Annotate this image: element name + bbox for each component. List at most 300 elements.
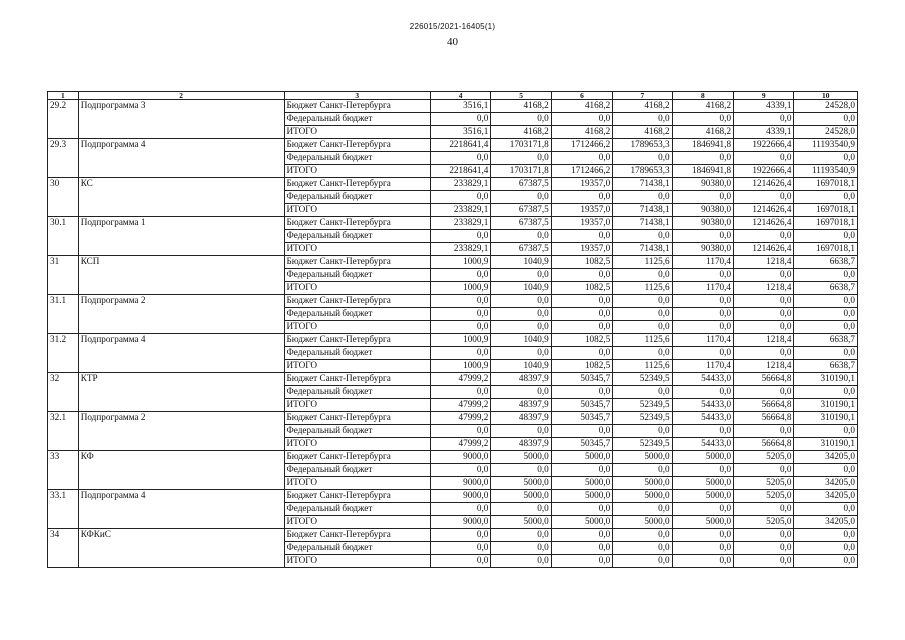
amount-cell: 0,0 [794, 113, 858, 126]
amount-cell: 54433,0 [672, 438, 733, 451]
amount-cell: 0,0 [734, 113, 794, 126]
amount-cell: 0,0 [491, 542, 551, 555]
amount-cell: 1218,4 [734, 334, 794, 347]
amount-cell: 52349,5 [613, 438, 672, 451]
amount-cell: 5000,0 [672, 516, 733, 529]
amount-cell: 0,0 [430, 386, 490, 399]
amount-cell: 0,0 [613, 269, 672, 282]
amount-cell: 1170,4 [672, 256, 733, 269]
amount-cell: 1218,4 [734, 282, 794, 295]
amount-cell: 0,0 [734, 321, 794, 334]
amount-cell: 0,0 [672, 542, 733, 555]
amount-cell: 48397,9 [491, 438, 551, 451]
amount-cell: 47999,2 [430, 412, 490, 425]
amount-cell: 1846941,8 [672, 139, 733, 152]
amount-cell: 6638,7 [794, 360, 858, 373]
funding-source: Федеральный бюджет [284, 308, 430, 321]
amount-cell: 67387,5 [491, 204, 551, 217]
amount-cell: 5205,0 [734, 477, 794, 490]
funding-source: Бюджет Санкт-Петербурга [284, 373, 430, 386]
amount-cell: 5000,0 [613, 490, 672, 503]
amount-cell: 0,0 [672, 529, 733, 542]
amount-cell: 0,0 [734, 308, 794, 321]
funding-source: Федеральный бюджет [284, 347, 430, 360]
amount-cell: 0,0 [672, 113, 733, 126]
funding-source: Бюджет Санкт-Петербурга [284, 334, 430, 347]
amount-cell: 0,0 [430, 113, 490, 126]
amount-cell: 0,0 [551, 321, 612, 334]
amount-cell: 0,0 [794, 269, 858, 282]
program-name: Подпрограмма 4 [78, 490, 284, 529]
amount-cell: 1922666,4 [734, 139, 794, 152]
amount-cell: 1697018,1 [794, 204, 858, 217]
amount-cell: 50345,7 [551, 373, 612, 386]
amount-cell: 5000,0 [551, 451, 612, 464]
amount-cell: 90380,0 [672, 217, 733, 230]
amount-cell: 4168,2 [672, 126, 733, 139]
amount-cell: 0,0 [613, 308, 672, 321]
amount-cell: 1040,9 [491, 256, 551, 269]
amount-cell: 0,0 [491, 308, 551, 321]
table-row [48, 412, 858, 425]
amount-cell: 71438,1 [613, 243, 672, 256]
amount-cell: 0,0 [551, 191, 612, 204]
amount-cell: 1170,4 [672, 334, 733, 347]
amount-cell: 3516,1 [430, 126, 490, 139]
amount-cell: 0,0 [551, 347, 612, 360]
amount-cell: 0,0 [551, 386, 612, 399]
amount-cell: 1040,9 [491, 334, 551, 347]
amount-cell: 67387,5 [491, 243, 551, 256]
amount-cell: 0,0 [734, 230, 794, 243]
amount-cell: 0,0 [430, 542, 490, 555]
amount-cell: 0,0 [491, 555, 551, 568]
funding-source: ИТОГО [284, 555, 430, 568]
amount-cell: 1218,4 [734, 256, 794, 269]
amount-cell: 5000,0 [551, 477, 612, 490]
amount-cell: 0,0 [430, 425, 490, 438]
document-id: 226015/2021-16405(1) [409, 22, 496, 31]
amount-cell: 0,0 [551, 464, 612, 477]
amount-cell: 47999,2 [430, 399, 490, 412]
amount-cell: 0,0 [613, 321, 672, 334]
amount-cell: 56664,8 [734, 412, 794, 425]
row-number: 32 [48, 373, 79, 412]
amount-cell: 0,0 [794, 503, 858, 516]
amount-cell: 0,0 [491, 191, 551, 204]
amount-cell: 0,0 [734, 295, 794, 308]
amount-cell: 2218641,4 [430, 139, 490, 152]
funding-source: ИТОГО [284, 243, 430, 256]
header-cell: 1 [48, 92, 79, 100]
amount-cell: 90380,0 [672, 178, 733, 191]
header-cell: 10 [794, 92, 858, 100]
amount-cell: 310190,1 [794, 412, 858, 425]
amount-cell: 310190,1 [794, 373, 858, 386]
amount-cell: 0,0 [551, 308, 612, 321]
funding-source: Федеральный бюджет [284, 542, 430, 555]
amount-cell: 0,0 [491, 230, 551, 243]
amount-cell: 1040,9 [491, 282, 551, 295]
amount-cell: 1000,9 [430, 334, 490, 347]
amount-cell: 0,0 [672, 555, 733, 568]
amount-cell: 0,0 [794, 529, 858, 542]
amount-cell: 19357,0 [551, 243, 612, 256]
amount-cell: 1000,9 [430, 256, 490, 269]
table-row [48, 295, 858, 308]
amount-cell: 0,0 [430, 347, 490, 360]
row-number: 34 [48, 529, 79, 568]
funding-source: Федеральный бюджет [284, 464, 430, 477]
amount-cell: 0,0 [430, 464, 490, 477]
amount-cell: 0,0 [551, 230, 612, 243]
row-number: 30 [48, 178, 79, 217]
amount-cell: 0,0 [734, 425, 794, 438]
amount-cell: 0,0 [551, 152, 612, 165]
row-number: 29.3 [48, 139, 79, 178]
amount-cell: 56664,8 [734, 373, 794, 386]
amount-cell: 0,0 [613, 425, 672, 438]
funding-source: Бюджет Санкт-Петербурга [284, 139, 430, 152]
amount-cell: 11193540,9 [794, 139, 858, 152]
table-row [48, 100, 858, 113]
amount-cell: 1214626,4 [734, 243, 794, 256]
funding-source: Бюджет Санкт-Петербурга [284, 295, 430, 308]
amount-cell: 50345,7 [551, 438, 612, 451]
funding-source: Федеральный бюджет [284, 503, 430, 516]
funding-source: ИТОГО [284, 399, 430, 412]
amount-cell: 9000,0 [430, 451, 490, 464]
amount-cell: 0,0 [672, 347, 733, 360]
budget-table [47, 91, 858, 568]
amount-cell: 0,0 [672, 152, 733, 165]
funding-source: ИТОГО [284, 516, 430, 529]
amount-cell: 4168,2 [613, 126, 672, 139]
funding-source: ИТОГО [284, 126, 430, 139]
funding-source: Бюджет Санкт-Петербурга [284, 451, 430, 464]
funding-source: ИТОГО [284, 165, 430, 178]
amount-cell: 310190,1 [794, 399, 858, 412]
amount-cell: 0,0 [672, 308, 733, 321]
amount-cell: 0,0 [613, 503, 672, 516]
funding-source: Бюджет Санкт-Петербурга [284, 412, 430, 425]
amount-cell: 0,0 [491, 321, 551, 334]
amount-cell: 1846941,8 [672, 165, 733, 178]
funding-source: Федеральный бюджет [284, 425, 430, 438]
amount-cell: 0,0 [551, 425, 612, 438]
amount-cell: 1214626,4 [734, 217, 794, 230]
amount-cell: 1712466,2 [551, 165, 612, 178]
header-cell: 5 [491, 92, 551, 100]
amount-cell: 5000,0 [551, 516, 612, 529]
amount-cell: 19357,0 [551, 217, 612, 230]
amount-cell: 1214626,4 [734, 204, 794, 217]
funding-source: Бюджет Санкт-Петербурга [284, 256, 430, 269]
amount-cell: 0,0 [430, 152, 490, 165]
row-number: 31.2 [48, 334, 79, 373]
amount-cell: 5205,0 [734, 516, 794, 529]
amount-cell: 0,0 [613, 295, 672, 308]
amount-cell: 6638,7 [794, 282, 858, 295]
amount-cell: 9000,0 [430, 516, 490, 529]
amount-cell: 1125,6 [613, 282, 672, 295]
amount-cell: 0,0 [430, 308, 490, 321]
funding-source: Федеральный бюджет [284, 230, 430, 243]
amount-cell: 0,0 [430, 269, 490, 282]
funding-source: Бюджет Санкт-Петербурга [284, 529, 430, 542]
amount-cell: 0,0 [794, 542, 858, 555]
program-name: Подпрограмма 3 [78, 100, 284, 139]
amount-cell: 0,0 [491, 425, 551, 438]
amount-cell: 0,0 [794, 555, 858, 568]
header-row [48, 92, 858, 100]
amount-cell: 48397,9 [491, 373, 551, 386]
amount-cell: 5000,0 [672, 490, 733, 503]
amount-cell: 0,0 [613, 347, 672, 360]
amount-cell: 5000,0 [672, 451, 733, 464]
amount-cell: 1789653,3 [613, 139, 672, 152]
amount-cell: 5000,0 [613, 516, 672, 529]
amount-cell: 0,0 [551, 269, 612, 282]
amount-cell: 47999,2 [430, 373, 490, 386]
amount-cell: 4168,2 [672, 100, 733, 113]
amount-cell: 1000,9 [430, 282, 490, 295]
amount-cell: 19357,0 [551, 204, 612, 217]
row-number: 30.1 [48, 217, 79, 256]
amount-cell: 0,0 [734, 386, 794, 399]
amount-cell: 0,0 [734, 503, 794, 516]
amount-cell: 1040,9 [491, 360, 551, 373]
amount-cell: 5000,0 [613, 477, 672, 490]
funding-source: Бюджет Санкт-Петербурга [284, 178, 430, 191]
amount-cell: 1125,6 [613, 256, 672, 269]
amount-cell: 50345,7 [551, 412, 612, 425]
amount-cell: 0,0 [551, 503, 612, 516]
amount-cell: 0,0 [672, 269, 733, 282]
amount-cell: 310190,1 [794, 438, 858, 451]
amount-cell: 0,0 [430, 529, 490, 542]
header-cell: 4 [430, 92, 490, 100]
program-name: Подпрограмма 2 [78, 295, 284, 334]
amount-cell: 0,0 [734, 529, 794, 542]
amount-cell: 4168,2 [613, 100, 672, 113]
amount-cell: 0,0 [734, 191, 794, 204]
table-row [48, 490, 858, 503]
funding-source: ИТОГО [284, 477, 430, 490]
amount-cell: 0,0 [491, 386, 551, 399]
amount-cell: 0,0 [491, 347, 551, 360]
amount-cell: 1082,5 [551, 360, 612, 373]
amount-cell: 1214626,4 [734, 178, 794, 191]
amount-cell: 0,0 [430, 230, 490, 243]
program-name: Подпрограмма 1 [78, 217, 284, 256]
funding-source: ИТОГО [284, 282, 430, 295]
amount-cell: 4168,2 [551, 126, 612, 139]
program-name: КФ [78, 451, 284, 490]
amount-cell: 0,0 [672, 230, 733, 243]
funding-source: Федеральный бюджет [284, 269, 430, 282]
amount-cell: 0,0 [794, 230, 858, 243]
row-number: 33 [48, 451, 79, 490]
amount-cell: 0,0 [430, 555, 490, 568]
amount-cell: 52349,5 [613, 412, 672, 425]
amount-cell: 1712466,2 [551, 139, 612, 152]
table-row [48, 256, 858, 269]
amount-cell: 0,0 [734, 269, 794, 282]
amount-cell: 48397,9 [491, 399, 551, 412]
row-number: 31.1 [48, 295, 79, 334]
amount-cell: 1703171,8 [491, 165, 551, 178]
header-cell: 7 [613, 92, 672, 100]
amount-cell: 0,0 [672, 295, 733, 308]
amount-cell: 0,0 [430, 295, 490, 308]
amount-cell: 54433,0 [672, 399, 733, 412]
amount-cell: 0,0 [672, 386, 733, 399]
amount-cell: 4168,2 [491, 126, 551, 139]
program-name: КС [78, 178, 284, 217]
amount-cell: 0,0 [430, 321, 490, 334]
amount-cell: 233829,1 [430, 204, 490, 217]
amount-cell: 1170,4 [672, 360, 733, 373]
amount-cell: 6638,7 [794, 256, 858, 269]
amount-cell: 4339,1 [734, 126, 794, 139]
funding-source: Федеральный бюджет [284, 191, 430, 204]
amount-cell: 0,0 [613, 464, 672, 477]
table-row [48, 217, 858, 230]
amount-cell: 0,0 [491, 503, 551, 516]
amount-cell: 5000,0 [551, 490, 612, 503]
amount-cell: 6638,7 [794, 334, 858, 347]
row-number: 33.1 [48, 490, 79, 529]
funding-source: Федеральный бюджет [284, 152, 430, 165]
program-name: КТР [78, 373, 284, 412]
amount-cell: 0,0 [672, 191, 733, 204]
row-number: 29.2 [48, 100, 79, 139]
amount-cell: 0,0 [613, 152, 672, 165]
funding-source: Бюджет Санкт-Петербурга [284, 490, 430, 503]
funding-source: ИТОГО [284, 360, 430, 373]
amount-cell: 54433,0 [672, 373, 733, 386]
amount-cell: 1170,4 [672, 282, 733, 295]
table-row [48, 529, 858, 542]
table-row [48, 451, 858, 464]
amount-cell: 5000,0 [491, 451, 551, 464]
amount-cell: 0,0 [672, 503, 733, 516]
page-number: 40 [447, 36, 458, 48]
amount-cell: 90380,0 [672, 204, 733, 217]
amount-cell: 71438,1 [613, 217, 672, 230]
amount-cell: 3516,1 [430, 100, 490, 113]
row-number: 31 [48, 256, 79, 295]
funding-source: ИТОГО [284, 321, 430, 334]
amount-cell: 1697018,1 [794, 178, 858, 191]
amount-cell: 47999,2 [430, 438, 490, 451]
amount-cell: 19357,0 [551, 178, 612, 191]
table-row [48, 139, 858, 152]
amount-cell: 1082,5 [551, 256, 612, 269]
amount-cell: 0,0 [551, 529, 612, 542]
funding-source: Федеральный бюджет [284, 113, 430, 126]
amount-cell: 5205,0 [734, 451, 794, 464]
amount-cell: 0,0 [794, 295, 858, 308]
amount-cell: 1789653,3 [613, 165, 672, 178]
amount-cell: 0,0 [491, 152, 551, 165]
header-cell: 2 [78, 92, 284, 100]
amount-cell: 4168,2 [491, 100, 551, 113]
amount-cell: 233829,1 [430, 217, 490, 230]
amount-cell: 0,0 [794, 152, 858, 165]
amount-cell: 0,0 [613, 529, 672, 542]
amount-cell: 5000,0 [491, 477, 551, 490]
amount-cell: 1697018,1 [794, 243, 858, 256]
amount-cell: 90380,0 [672, 243, 733, 256]
amount-cell: 0,0 [794, 191, 858, 204]
program-name: Подпрограмма 4 [78, 139, 284, 178]
header-cell: 3 [284, 92, 430, 100]
amount-cell: 52349,5 [613, 373, 672, 386]
amount-cell: 4168,2 [551, 100, 612, 113]
amount-cell: 0,0 [794, 425, 858, 438]
funding-source: ИТОГО [284, 438, 430, 451]
amount-cell: 0,0 [794, 386, 858, 399]
amount-cell: 50345,7 [551, 399, 612, 412]
amount-cell: 34205,0 [794, 451, 858, 464]
row-number: 32.1 [48, 412, 79, 451]
amount-cell: 52349,5 [613, 399, 672, 412]
table-row [48, 334, 858, 347]
amount-cell: 0,0 [734, 464, 794, 477]
amount-cell: 5000,0 [491, 490, 551, 503]
amount-cell: 34205,0 [794, 477, 858, 490]
amount-cell: 9000,0 [430, 477, 490, 490]
amount-cell: 0,0 [491, 113, 551, 126]
amount-cell: 1218,4 [734, 360, 794, 373]
amount-cell: 5205,0 [734, 490, 794, 503]
amount-cell: 56664,8 [734, 438, 794, 451]
amount-cell: 48397,9 [491, 412, 551, 425]
amount-cell: 0,0 [794, 321, 858, 334]
amount-cell: 11193540,9 [794, 165, 858, 178]
amount-cell: 0,0 [613, 386, 672, 399]
amount-cell: 0,0 [672, 321, 733, 334]
amount-cell: 0,0 [734, 542, 794, 555]
table-body [48, 92, 858, 568]
funding-source: ИТОГО [284, 204, 430, 217]
amount-cell: 1082,5 [551, 334, 612, 347]
amount-cell: 54433,0 [672, 412, 733, 425]
amount-cell: 56664,8 [734, 399, 794, 412]
amount-cell: 1922666,4 [734, 165, 794, 178]
amount-cell: 71438,1 [613, 178, 672, 191]
funding-source: Федеральный бюджет [284, 386, 430, 399]
amount-cell: 0,0 [734, 152, 794, 165]
amount-cell: 5000,0 [613, 451, 672, 464]
amount-cell: 24528,0 [794, 126, 858, 139]
header-cell: 6 [551, 92, 612, 100]
amount-cell: 0,0 [613, 542, 672, 555]
amount-cell: 0,0 [672, 425, 733, 438]
amount-cell: 0,0 [491, 295, 551, 308]
amount-cell: 67387,5 [491, 178, 551, 191]
header-cell: 8 [672, 92, 733, 100]
amount-cell: 233829,1 [430, 243, 490, 256]
amount-cell: 24528,0 [794, 100, 858, 113]
amount-cell: 0,0 [551, 542, 612, 555]
amount-cell: 1125,6 [613, 360, 672, 373]
amount-cell: 0,0 [672, 464, 733, 477]
amount-cell: 0,0 [794, 464, 858, 477]
program-name: Подпрограмма 2 [78, 412, 284, 451]
